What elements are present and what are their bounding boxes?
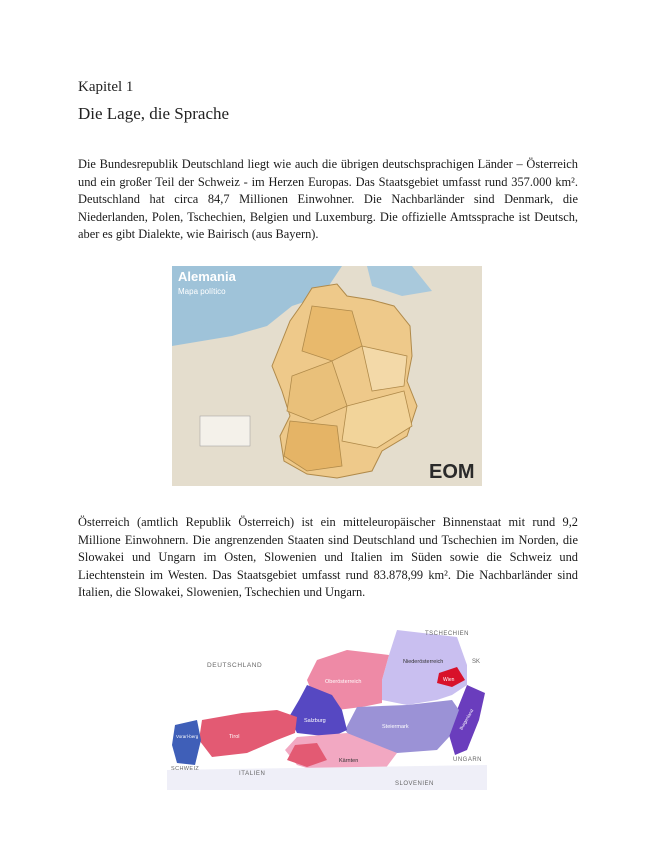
label-italien: ITALIEN (239, 771, 266, 777)
austria-map-image (167, 625, 487, 790)
label-sk: SK (472, 659, 481, 665)
label-salzburg: Salzburg (304, 718, 326, 724)
germany-map-title: Alemania (178, 269, 236, 284)
label-oberoesterreich: Oberösterreich (325, 679, 362, 685)
label-tirol: Tirol (229, 734, 240, 740)
label-burgenland: Burgenland (458, 708, 475, 731)
eom-logo: EOM (429, 461, 475, 483)
germany-map-image (172, 266, 482, 486)
germany-map-graphic (172, 266, 482, 486)
chapter-title: Die Lage, die Sprache (78, 104, 230, 123)
label-ungarn: UNGARN (453, 757, 483, 763)
label-slovenien: SLOVENIEN (395, 781, 434, 787)
label-tschechien: TSCHECHIEN (425, 631, 470, 637)
paragraph-austria: Österreich (amtlich Republik Österreich) ist ein mitteleuropäischer Binnenstaat mit rund 9,2 Millione Einwohnern. Die angrenzenden Staaten sind Deutschland und Tschechien im Norden, die Slowakei und Ungarn im Osten, Slowenien und Italien im Süden sowie die Schweiz und Liechtenstein im Westen. Das Staatsgebiet umfasst rund 83.878,99 km². Die Nachbarländer sind Italien, die Slowakei, Slowenien, Tschechien und Ungarn. (78, 515, 578, 600)
label-deutschland: DEUTSCHLAND (207, 662, 263, 669)
label-schweiz: SCHWEIZ (171, 766, 200, 772)
label-kaernten: Kärnten (339, 758, 359, 764)
germany-map-subtitle: Mapa político (178, 287, 226, 296)
austria-map-graphic (167, 625, 487, 790)
label-vorarlberg: Vorarl-berg (176, 734, 199, 739)
label-wien: Wien (443, 677, 455, 683)
label-steiermark: Steiermark (382, 724, 409, 730)
paragraph-germany: Die Bundesrepublik Deutschland liegt wie auch die übrigen deutschsprachigen Länder – Österreich und ein großer Teil der Schweiz - im Herzen Europas. Das Staatsgebiet umfasst rund 357.000 km². Deutschland hat circa 84,7 Millionen Einwohner. Die Nachbarländer sind Denmark, die Niederlanden, Polen, Tschechien, Belgien und Luxemburg. Die offizielle Amtssprache ist Deutsch, aber es gibt Dialekte, wie Bairisch (aus Bayern). (78, 157, 578, 242)
chapter-label: Kapitel 1 (78, 79, 134, 95)
label-niederoesterreich: Niederösterreich (403, 659, 444, 665)
